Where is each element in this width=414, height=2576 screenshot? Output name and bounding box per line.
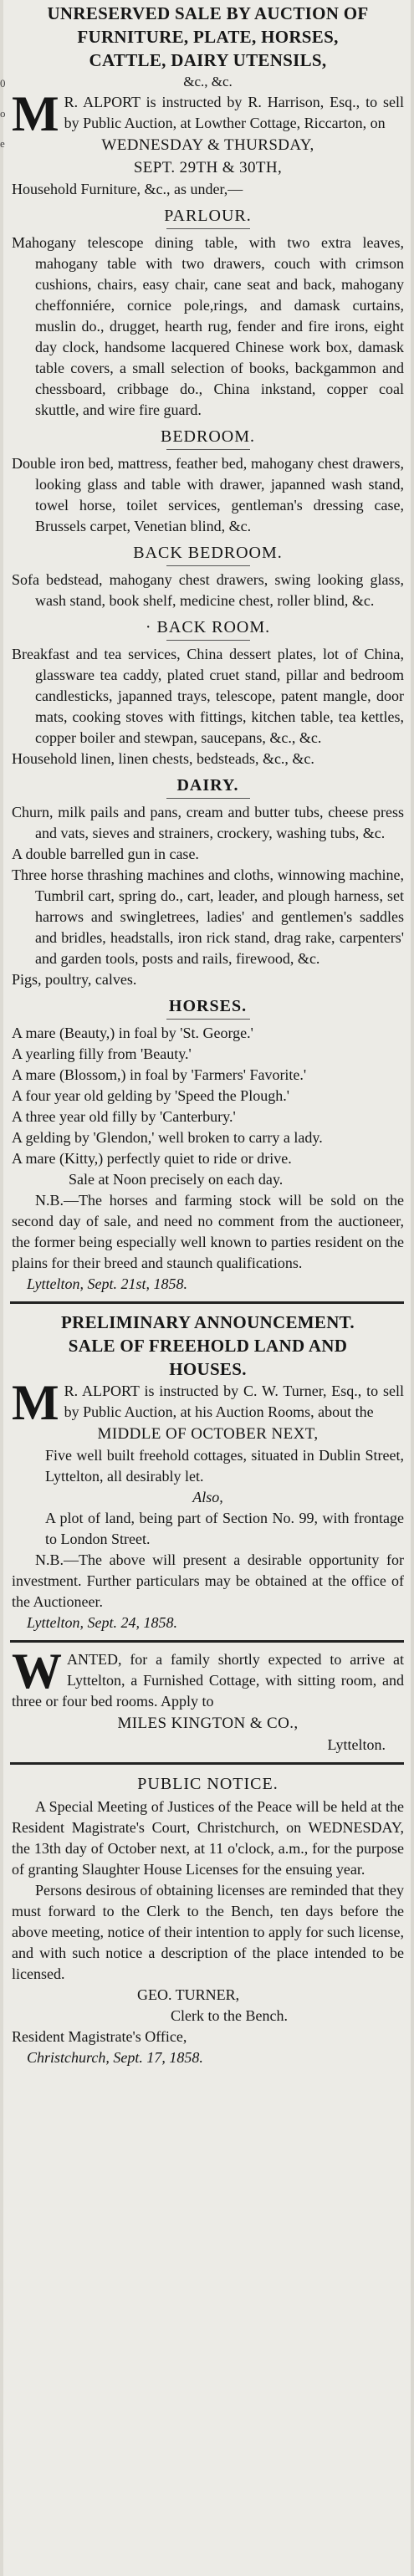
land-sale-advertisement (5, 1311, 409, 1633)
advertisement-separator (10, 1301, 404, 1304)
margin-mark: o (0, 107, 6, 120)
firm-location: Lyttelton. (327, 1736, 386, 1753)
section-text: Churn, milk pails and pans, cream and butter tubs, cheese press and vats, sieves and strainers, crockery, washing tubs, &c. (12, 804, 404, 841)
advertisement-separator (10, 1640, 404, 1643)
public-notice (5, 1771, 409, 2068)
ad-heading-line: UNRESERVED SALE BY AUCTION OF (47, 3, 369, 23)
lot-description: A plot of land, being part of Section No. 99, with frontage to London Street. (45, 1510, 404, 1547)
office-line: Resident Magistrate's Office, (12, 2028, 187, 2045)
section-text: A double barrelled gun in case. (12, 846, 199, 862)
sale-date-line: WEDNESDAY & THURSDAY, (101, 136, 314, 154)
section-text: Mahogany telescope dining table, with two extra leaves, mahogany table with two drawers, couch with crimson cushions, chairs, easy chair, cane seat and back, mahogany cheffonniére, cornice pole,rings, and damask curtains, muslin do., drugget, hearth rug, fender and fire irons, eight day clock, handsome lacquered Chinese work box, damask table covers, a small selection of books, backgammon and chessboard, cribbage do., China inkstand, copper coal skuttle, and wire fire guard. (12, 234, 404, 418)
margin-mark: 0 (0, 77, 6, 89)
dateline: Lyttelton, Sept. 21st, 1858. (27, 1275, 187, 1292)
sale-date-line: MIDDLE OF OCTOBER NEXT, (97, 1425, 319, 1443)
ad-lead-paragraph (12, 1643, 404, 1712)
section-text: Double iron bed, mattress, feather bed, mahogany chest drawers, looking glass and table with drawer, japanned wash stand, towel horse, toilet services, gentleman's dressing case, Brussels carpet, Venetian blind, &c. (12, 455, 404, 534)
ad-heading-line: SALE OF FREEHOLD LAND AND (68, 1336, 348, 1356)
nb-paragraph: N.B.—The above will present a desirable opportunity for investment. Further particulars may be obtained at the office of the Auctioneer. (12, 1551, 404, 1610)
section-rule (166, 1019, 250, 1020)
horse-item: A three year old filly by 'Canterbury.' (12, 1108, 236, 1125)
page-edge-right (411, 0, 414, 2576)
ad-heading-line: FURNITURE, PLATE, HORSES, (77, 27, 339, 47)
section-heading: PARLOUR. (164, 207, 252, 225)
notice-heading: PUBLIC NOTICE. (137, 1775, 279, 1793)
drop-cap: W (12, 1643, 62, 1699)
ad-heading-line: CATTLE, DAIRY UTENSILS, (89, 50, 327, 70)
notice-body: A Special Meeting of Justices of the Peace will be held at the Resident Magistrate's Court, Christchurch, on WEDNESDAY, the 13th day of October next, at 11 o'clock, a.m., for the purpose of granting Slaughter House Licenses for the ensuing year. (12, 1798, 404, 1878)
signer-name: GEO. TURNER, (137, 1986, 240, 2003)
ad-subheading: &c., &c. (183, 74, 233, 89)
page-edge-left (0, 0, 3, 2576)
advertisement-separator (10, 1762, 404, 1765)
section-rule (166, 565, 250, 566)
horse-item: A mare (Kitty,) perfectly quiet to ride or drive. (12, 1150, 292, 1167)
drop-cap: M (12, 86, 59, 141)
lead-text: ANTED, for a family shortly expected to arrive at Lyttelton, a Furnished Cottage, with sitting room, and three or four bed rooms. Apply to (12, 1651, 404, 1710)
section-rule (166, 449, 250, 450)
also-label: Also, (192, 1489, 223, 1505)
lead-text: R. ALPORT is instructed by C. W. Turner, Esq., to sell by Public Auction, at his Auction Rooms, about the (64, 1383, 404, 1420)
horse-item: A four year old gelding by 'Speed the Plough.' (12, 1087, 289, 1104)
section-text: Three horse thrashing machines and cloths, winnowing machine, Tumbril cart, spring do., cart, leader, and plough harness, set harrows and swingletrees, ladies' and gentlemen's saddles and bridles, headstalls, iron rick stand, drag rake, carpenters' and garden tools, posts and rails, firewood, &c. (12, 866, 404, 967)
horse-item: A mare (Blossom,) in foal by 'Farmers' Favorite.' (12, 1066, 307, 1083)
sale-date-line: SEPT. 29TH & 30TH, (133, 159, 283, 176)
section-rule (166, 640, 250, 641)
section-rule (166, 798, 250, 799)
notice-body: Persons desirous of obtaining licenses are reminded that they must forward to the Clerk to the Bench, ten days before the above meeting, notice of their intention to apply for such license, and with such notice a description of the place intended to be licensed. (12, 1882, 404, 1982)
section-text: Pigs, poultry, calves. (12, 971, 137, 988)
section-rule (166, 228, 250, 229)
sale-time-line: Sale at Noon precisely on each day. (69, 1171, 284, 1188)
section-heading: · BACK ROOM. (145, 618, 271, 636)
margin-mark: e (0, 137, 5, 150)
section-text: Sofa bedstead, mahogany chest drawers, swing looking glass, wash stand, book shelf, medicine chest, roller blind, &c. (12, 571, 404, 609)
dateline: Christchurch, Sept. 17, 1858. (27, 2049, 203, 2066)
horse-item: A mare (Beauty,) in foal by 'St. George.' (12, 1025, 253, 1041)
auction-advertisement (5, 0, 409, 1295)
firm-name: MILES KINGTON & CO., (117, 1715, 299, 1732)
section-heading: DAIRY. (176, 776, 239, 795)
section-heading: BEDROOM. (160, 427, 255, 446)
section-text: Breakfast and tea services, China dessert plates, lot of China, glassware tea caddy, plated cruet stand, pillar and bedroom candlesticks, japanned trays, telescope, patent mangle, door mats, cooking stoves with fittings, kitchen table, tea kettles, copper boiler and stewpan, saucepans, &c., &c. (12, 646, 404, 746)
wanted-advertisement (5, 1643, 409, 1756)
nb-paragraph: N.B.—The horses and farming stock will be sold on the second day of sale, and need no comment from the auctioneer, the former being especially well known to parties resident on the plains for their breed and staunch qualifications. (12, 1192, 404, 1271)
section-heading: BACK BEDROOM. (133, 544, 283, 562)
intro-line: Household Furniture, &c., as under,— (12, 181, 243, 197)
drop-cap: M (12, 1375, 59, 1430)
newspaper-column (5, 0, 409, 2068)
ad-heading-line: HOUSES. (169, 1359, 247, 1379)
section-heading: HORSES. (168, 997, 248, 1015)
ad-lead-paragraph (12, 1375, 404, 1430)
dateline: Lyttelton, Sept. 24, 1858. (27, 1614, 177, 1631)
lot-description: Five well built freehold cottages, situated in Dublin Street, Lyttelton, all desirably let. (45, 1447, 404, 1485)
signer-title: Clerk to the Bench. (171, 2007, 288, 2024)
ad-lead-paragraph (12, 86, 404, 141)
horse-item: A yearling filly from 'Beauty.' (12, 1045, 192, 1062)
ad-heading-line: PRELIMINARY ANNOUNCEMENT. (61, 1312, 355, 1332)
horse-item: A gelding by 'Glendon,' well broken to carry a lady. (12, 1129, 323, 1146)
section-text: Household linen, linen chests, bedsteads, &c., &c. (12, 750, 314, 767)
lead-text: R. ALPORT is instructed by R. Harrison, Esq., to sell by Public Auction, at Lowther Cottage, Riccarton, on (64, 94, 404, 131)
